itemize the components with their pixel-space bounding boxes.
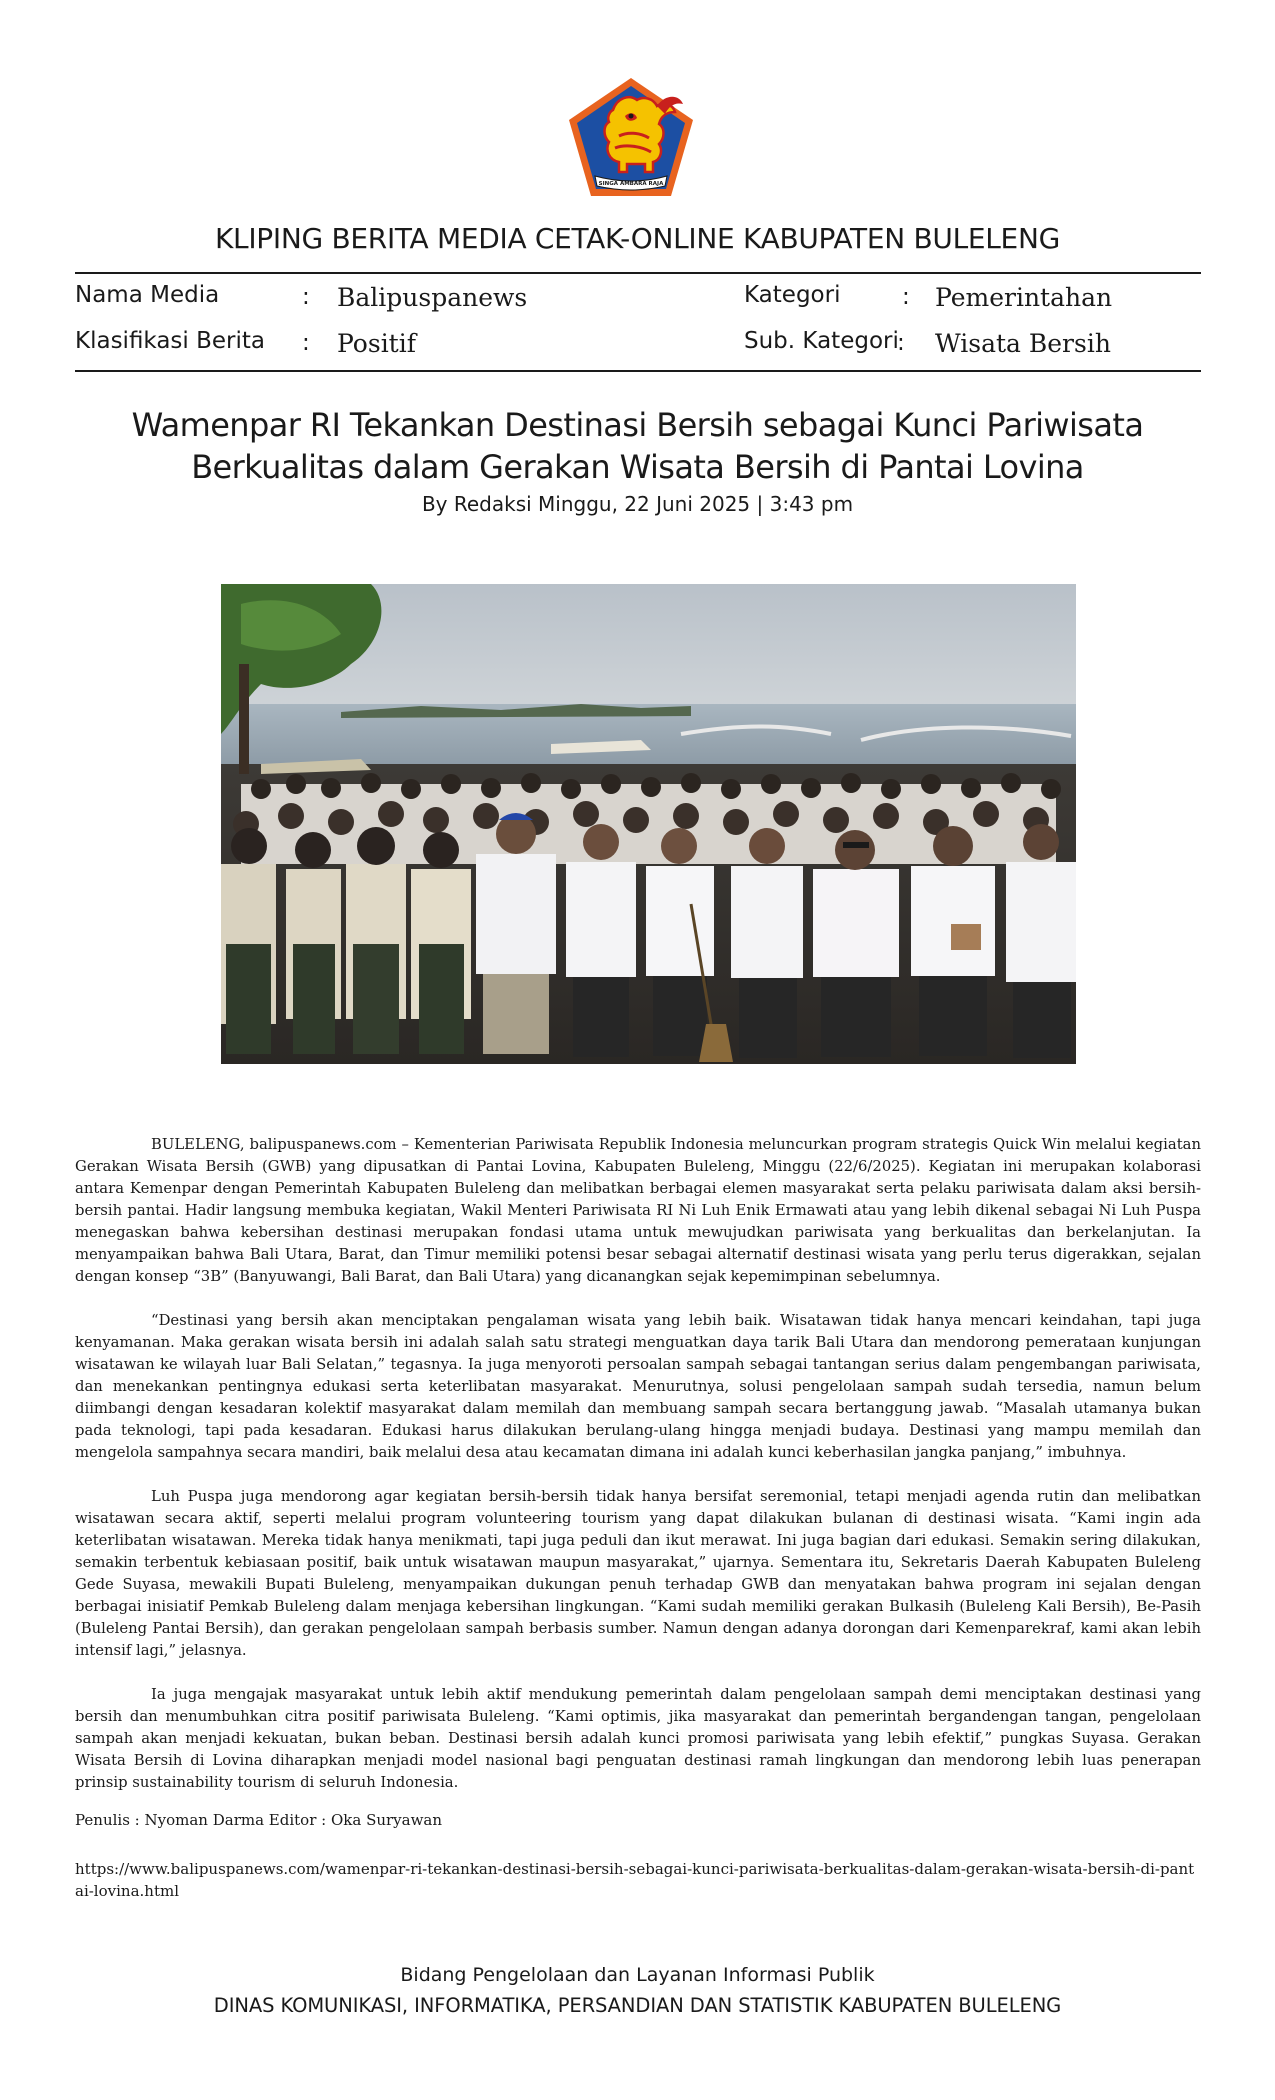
media-name-label: Nama Media	[75, 282, 220, 308]
headline-line-1: Wamenpar RI Tekankan Destinasi Bersih sebagai Kunci Pariwisata	[131, 406, 1144, 444]
bottom-divider	[75, 370, 1201, 372]
classification-colon: :	[302, 330, 310, 356]
classification-label: Klasifikasi Berita	[75, 328, 266, 354]
article-body	[75, 1134, 1201, 1816]
logo-motto: SINGA AMBARA RAJA	[598, 181, 664, 187]
subcategory-colon: :	[897, 330, 905, 356]
author-editor-credit: Penulis : Nyoman Darma Editor : Oka Suryawan	[75, 1811, 443, 1829]
article-photo	[221, 584, 1076, 1064]
document-title: KLIPING BERITA MEDIA CETAK-ONLINE KABUPATEN BULELENG	[214, 222, 1060, 255]
media-name-colon: :	[302, 284, 310, 310]
regency-logo	[565, 76, 697, 200]
headline-line-2: Berkualitas dalam Gerakan Wisata Bersih di Pantai Lovina	[191, 448, 1084, 486]
top-divider	[75, 272, 1201, 274]
singa-ambara-raja-emblem-icon	[565, 76, 697, 200]
article-headline	[80, 404, 1195, 488]
subcategory-value: Wisata Bersih	[935, 329, 1111, 358]
media-name-value: Balipuspanews	[337, 283, 528, 312]
source-url[interactable]: https://www.balipuspanews.com/wamenpar-ri-tekankan-destinasi-bersih-sebagai-kunci-pariwisata-berkualitas-dalam-gerakan-wisata-bersih-di-pantai-lovina.html	[75, 1860, 1195, 1900]
category-colon: :	[902, 284, 910, 310]
article-paragraph-1: BULELENG, balipuspanews.com – Kementerian Pariwisata Republik Indonesia meluncurkan program strategis Quick Win melalui kegiatan Gerakan Wisata Bersih (GWB) yang dipusatkan di Pantai Lovina, Kabupaten Buleleng, Minggu (22/6/2025). Kegiatan ini merupakan kolaborasi antara Kemenpar dengan Pemerintah Kabupaten Buleleng dan melibatkan berbagai elemen masyarakat serta pelaku pariwisata dalam aksi bersih-bersih pantai. Hadir langsung membuka kegiatan, Wakil Menteri Pariwisata RI Ni Luh Enik Ermawati atau yang lebih dikenal sebagai Ni Luh Puspa menegaskan bahwa kebersihan destinasi merupakan fondasi utama untuk mewujudkan pariwisata yang berkualitas dan berkelanjutan. Ia menyampaikan bahwa Bali Utara, Barat, dan Timur memiliki potensi besar sebagai alternatif destinasi wisata yang perlu terus digerakkan, sejalan dengan konsep “3B” (Banyuwangi, Bali Barat, dan Bali Utara) yang dicanangkan sejak kepemimpinan sebelumnya.	[75, 1136, 1201, 1285]
footer-division: Bidang Pengelolaan dan Layanan Informasi Publik	[400, 1964, 875, 1986]
category-value: Pemerintahan	[935, 283, 1113, 312]
subcategory-label: Sub. Kategori	[744, 328, 899, 354]
article-paragraph-2: “Destinasi yang bersih akan menciptakan pengalaman wisata yang lebih baik. Wisatawan tidak hanya mencari keindahan, tapi juga kenyamanan. Maka gerakan wisata bersih ini adalah salah satu strategi menguatkan daya tarik Bali Utara dan mendorong pemerataan kunjungan wisatawan ke wilayah luar Bali Selatan,” tegasnya. Ia juga menyoroti persoalan sampah sebagai tantangan serius dalam pengembangan pariwisata, dan menekankan pentingnya edukasi serta keterlibatan masyarakat. Menurutnya, solusi pengelolaan sampah sudah tersedia, namun belum diimbangi dengan kesadaran kolektif masyarakat dalam memilah dan membuang sampah secara bertanggung jawab. “Masalah utamanya bukan pada teknologi, tapi pada kesadaran. Edukasi harus dilakukan berulang-ulang hingga menjadi budaya. Destinasi yang mampu memilah dan mengelola sampahnya secara mandiri, baik melalui desa atau kecamatan dimana ini adalah kunci keberhasilan jangka panjang,” imbuhnya.	[75, 1312, 1201, 1461]
article-paragraph-3: Luh Puspa juga mendorong agar kegiatan bersih-bersih tidak hanya bersifat seremonial, tetapi menjadi agenda rutin dan melibatkan wisatawan secara aktif, seperti melalui program volunteering tourism yang dapat dilakukan bulanan di destinasi wisata. “Kami ingin ada keterlibatan wisatawan. Mereka tidak hanya menikmati, tapi juga peduli dan ikut merawat. Ini juga bagian dari edukasi. Semakin sering dilakukan, semakin terbentuk kebiasaan positif, baik untuk wisatawan maupun masyarakat,” ujarnya. Sementara itu, Sekretaris Daerah Kabupaten Buleleng Gede Suyasa, mewakili Bupati Buleleng, menyampaikan dukungan penuh terhadap GWB dan menyatakan bahwa program ini sejalan dengan berbagai inisiatif Pemkab Buleleng dalam menjaga kebersihan lingkungan. “Kami sudah memiliki gerakan Bulkasih (Buleleng Kali Bersih), Be-Pasih (Buleleng Pantai Bersih), dan gerakan pengelolaan sampah berbasis sumber. Namun dengan adanya dorongan dari Kemenparekraf, kami akan lebih intensif lagi,” jelasnya.	[75, 1488, 1201, 1659]
article-byline: By Redaksi Minggu, 22 Juni 2025 | 3:43 pm	[421, 492, 854, 516]
article-paragraph-4: Ia juga mengajak masyarakat untuk lebih aktif mendukung pemerintah dalam pengelolaan sampah demi menciptakan destinasi yang bersih dan menumbuhkan citra positif pariwisata Buleleng. “Kami optimis, jika masyarakat dan pemerintah bergandengan tangan, pengelolaan sampah akan menjadi kekuatan, bukan beban. Destinasi bersih adalah kunci promosi pariwisata yang lebih efektif,” pungkas Suyasa. Gerakan Wisata Bersih di Lovina diharapkan menjadi model nasional bagi penguatan destinasi ramah lingkungan dan mendorong lebih luas penerapan prinsip sustainability tourism di seluruh Indonesia.	[75, 1686, 1201, 1791]
footer-agency: DINAS KOMUNIKASI, INFORMATIKA, PERSANDIAN DAN STATISTIK KABUPATEN BULELENG	[213, 1994, 1062, 2017]
classification-value: Positif	[337, 329, 416, 358]
beach-cleanup-crowd-photo	[221, 584, 1076, 1064]
category-label: Kategori	[744, 282, 841, 308]
